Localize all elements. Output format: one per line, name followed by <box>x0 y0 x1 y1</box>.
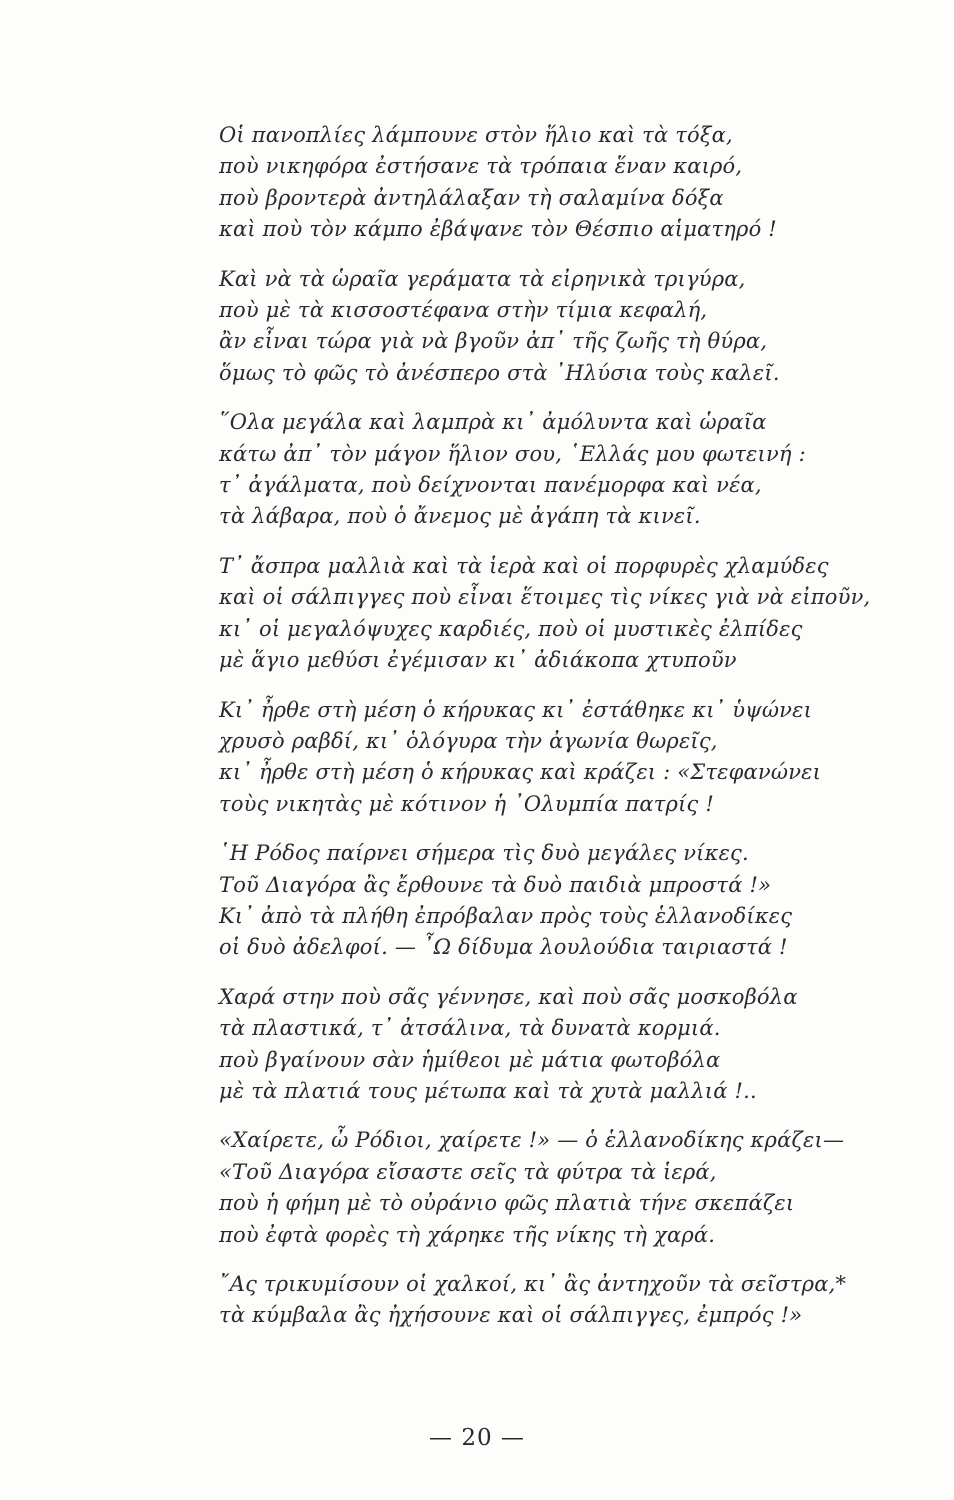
stanza <box>219 982 919 1108</box>
verse-line: ποὺ βροντερὰ ἀντηλάλαξαν τὴ σαλαμίνα δόξα <box>219 185 724 210</box>
verse-line: Καὶ νὰ τὰ ὡραῖα γεράματα τὰ εἰρηνικὰ τριγύρα, <box>219 266 746 291</box>
stanza <box>219 1125 919 1251</box>
verse-line: ποὺ βγαίνουν σὰν ἡμίθεοι μὲ μάτια φωτοβόλα <box>219 1047 721 1072</box>
verse-line: χρυσὸ ραβδί, κι᾿ ὁλόγυρα τὴν ἀγωνία θωρεῖς, <box>219 728 718 753</box>
stanza <box>219 695 919 821</box>
verse-line: ποὺ ἐφτὰ φορὲς τὴ χάρηκε τῆς νίκης τὴ χαρά. <box>219 1222 716 1247</box>
stanza <box>219 120 919 246</box>
verse-line: Οἱ πανοπλίες λάμπουνε στὸν ἥλιο καὶ τὰ τόξα, <box>219 123 733 147</box>
verse-line: ποὺ νικηφόρα ἐστήσανε τὰ τρόπαια ἕναν καιρό, <box>219 154 743 179</box>
verse-line: ὅμως τὸ φῶς τὸ ἀνέσπερο στὰ ᾿Ηλύσια τοὺς καλεῖ. <box>219 360 780 385</box>
verse-line: Χαρά στην ποὺ σᾶς γέννησε, καὶ ποὺ σᾶς μοσκοβόλα <box>219 984 798 1009</box>
verse-line: κι᾿ ἦρθε στὴ μέση ὁ κήρυκας καὶ κράζει : «Στεφανώνει <box>219 760 822 785</box>
stanza <box>219 407 919 533</box>
verse-line: τὰ πλαστικά, τ᾿ ἀτσάλινα, τὰ δυνατὰ κορμιά. <box>219 1016 721 1041</box>
verse-line: τὰ κύμβαλα ἂς ἠχήσουνε καὶ οἱ σάλπιγγες, ἐμπρός !» <box>219 1303 803 1328</box>
stanza <box>219 1269 919 1332</box>
verse-line: τοὺς νικητὰς μὲ κότινον ἡ ᾿Ολυμπία πατρίς ! <box>219 791 715 816</box>
verse-line: μὲ τὰ πλατιά τους μέτωπα καὶ τὰ χυτὰ μαλλιά !.. <box>219 1078 757 1103</box>
verse-line: τ᾿ ἀγάλματα, ποὺ δείχνονται πανέμορφα καὶ νέα, <box>219 473 762 498</box>
verse-line: καὶ ποὺ τὸν κάμπο ἐβάψανε τὸν Θέσπιο αἱματηρό ! <box>219 217 777 242</box>
verse-line: ῾Η Ρόδος παίρνει σήμερα τὶς δυὸ μεγάλες νίκες. <box>219 841 749 866</box>
verse-line: ῎Ας τρικυμίσουν οἱ χαλκοί, κι᾿ ἂς ἀντηχοῦν τὰ σεῖστρα,* <box>219 1272 847 1296</box>
stanza <box>219 264 919 390</box>
verse-line: οἱ δυὸ ἀδελφοί. — ῏Ω δίδυμα λουλούδια ταιριαστά ! <box>219 935 788 960</box>
verse-line: ποὺ μὲ τὰ κισσοστέφανα στὴν τίμια κεφαλή, <box>219 298 708 323</box>
verse-line: ῞Ολα μεγάλα καὶ λαμπρὰ κι᾿ ἀμόλυντα καὶ ὡραῖα <box>219 410 767 435</box>
verse-line: Τ᾿ ἄσπρα μαλλιὰ καὶ τὰ ἱερὰ καὶ οἱ πορφυρὲς χλαμύδες <box>219 553 829 578</box>
verse-line: Κι᾿ ἀπὸ τὰ πλήθη ἐπρόβαλαν πρὸς τοὺς ἑλλανοδίκες <box>219 903 793 928</box>
poem-body <box>219 120 919 1350</box>
verse-line: κι᾿ οἱ μεγαλόψυχες καρδιές, ποὺ οἱ μυστικὲς ἐλπίδες <box>219 616 803 641</box>
verse-line: μὲ ἅγιο μεθύσι ἐγέμισαν κι᾿ ἀδιάκοπα χτυποῦν <box>219 648 737 673</box>
verse-line: «Τοῦ Διαγόρα εἴσαστε σεῖς τὰ φύτρα τὰ ἱερά, <box>219 1159 717 1184</box>
verse-line: Τοῦ Διαγόρα ἂς ἔρθουνε τὰ δυὸ παιδιὰ μπροστά !» <box>219 872 772 897</box>
verse-line: Κι᾿ ἦρθε στὴ μέση ὁ κήρυκας κι᾿ ἐστάθηκε κι᾿ ὑψώνει <box>219 697 813 722</box>
verse-line: ἂν εἶναι τώρα γιὰ νὰ βγοῦν ἀπ᾿ τῆς ζωῆς τὴ θύρα, <box>219 329 768 354</box>
verse-line: κάτω ἀπ᾿ τὸν μάγον ἥλιον σου, ῾Ελλάς μου φωτεινή : <box>219 441 806 466</box>
verse-line: «Χαίρετε, ὦ Ρόδιοι, χαίρετε !» — ὁ ἑλλανοδίκης κράζει— <box>219 1128 845 1153</box>
verse-line: καὶ οἱ σάλπιγγες ποὺ εἶναι ἕτοιμες τὶς νίκες γιὰ νὰ εἰποῦν, <box>219 585 871 610</box>
page-number: — 20 — <box>429 1425 525 1451</box>
verse-line: ποὺ ἡ φήμη μὲ τὸ οὐράνιο φῶς πλατιὰ τήνε σκεπάζει <box>219 1191 795 1216</box>
stanza <box>219 838 919 964</box>
stanza <box>219 551 919 677</box>
verse-line: τὰ λάβαρα, ποὺ ὁ ἄνεμος μὲ ἀγάπη τὰ κινεῖ. <box>219 504 701 529</box>
